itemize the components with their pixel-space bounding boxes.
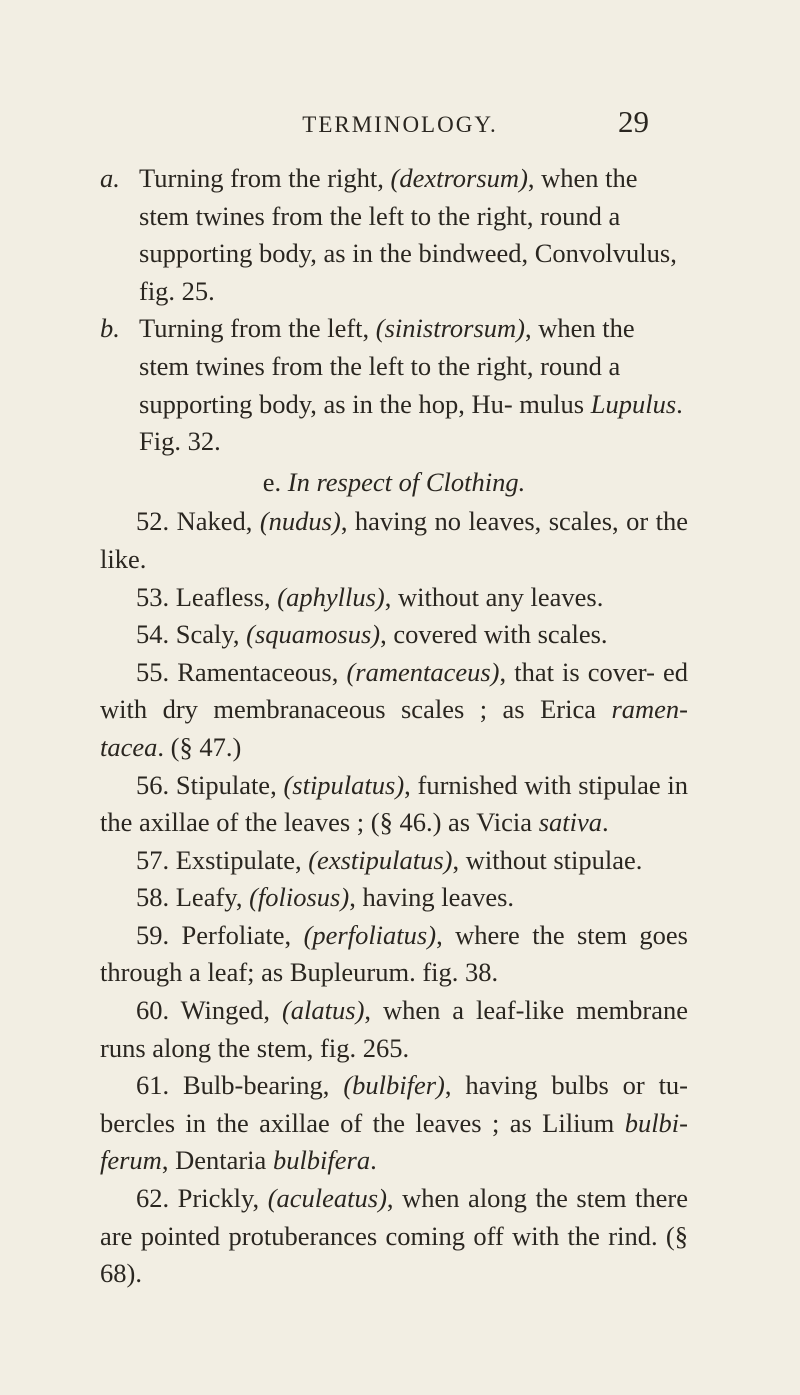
entry-62: 62. Prickly, (aculeatus), when along the stem there are pointed protuberances coming off with the rind. (§ 68). bbox=[100, 1183, 688, 1289]
entry-54: 54. Scaly, (squamosus), covered with scales. bbox=[136, 619, 608, 650]
entry-61: 61. Bulb-bearing, (bulbifer), having bulbs or tu- bercles in the axillae of the leaves ; as Lilium bulbi- ferum, Dentaria bulbifera. bbox=[100, 1070, 689, 1176]
sub-item-a: a. Turning from the right, (dextrorsum), when the stem twines from the left to the right, round a supporting body, as in the bindweed, Convolvulus, fig. 25. bbox=[100, 163, 677, 306]
entry-55: 55. Ramentaceous, (ramentaceus), that is cover- ed with dry membranaceous scales ; as Erica ramen- tacea. (§ 47.) bbox=[100, 656, 688, 762]
entry-59: 59. Perfoliate, (perfoliatus), where the stem goes through a leaf; as Bupleurum. fig. 38. bbox=[100, 919, 688, 988]
sub-item-b: b. Turning from the left, (sinistrorsum), when the stem twines from the left to the right, round a supporting body, as in the hop, Hu- mulus Lupulus. Fig. 32. bbox=[100, 313, 683, 457]
entry-56: 56. Stipulate, (stipulatus), furnished with stipulae in the axillae of the leaves ; (§ 46.) as Vicia sativa. bbox=[100, 769, 688, 838]
entry-60: 60. Winged, (alatus), when a leaf-like membrane runs along the stem, fig. 265. bbox=[100, 995, 688, 1063]
entry-57: 57. Exstipulate, (exstipulatus), without stipulae. bbox=[136, 844, 643, 875]
running-head: TERMINOLOGY. bbox=[302, 112, 498, 137]
body-text bbox=[100, 160, 688, 1293]
section-heading: e. In respect of Clothing. bbox=[262, 466, 526, 497]
entry-53: 53. Leafless, (aphyllus), without any leaves. bbox=[136, 581, 604, 612]
page-number: 29 bbox=[618, 104, 649, 139]
entry-58: 58. Leafy, (foliosus), having leaves. bbox=[136, 882, 515, 913]
entry-52: 52. Naked, (nudus), having no leaves, scales, or the like. bbox=[100, 506, 689, 574]
